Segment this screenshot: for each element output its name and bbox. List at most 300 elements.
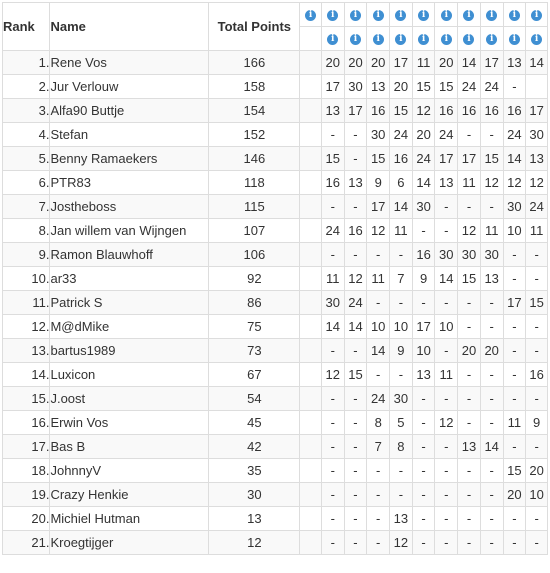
total-points: 152 — [209, 123, 300, 147]
total-points: 166 — [209, 51, 300, 75]
round-score: 15 — [480, 147, 503, 171]
round-score: 8 — [390, 435, 413, 459]
round-score: 11 — [526, 219, 548, 243]
round-score: - — [344, 339, 367, 363]
round-score: 24 — [458, 75, 481, 99]
total-points: 115 — [209, 195, 300, 219]
round-score: - — [458, 123, 481, 147]
round-score — [300, 219, 322, 243]
round-score: - — [480, 387, 503, 411]
rank-cell: 10. — [3, 267, 50, 291]
round-score: 12 — [526, 171, 548, 195]
round-score: - — [458, 507, 481, 531]
player-name: J.oost — [50, 387, 209, 411]
round-info-header — [458, 3, 481, 27]
table-row — [3, 507, 548, 531]
round-score: 17 — [412, 315, 435, 339]
round-score: 12 — [367, 219, 390, 243]
round-score: - — [435, 339, 458, 363]
round-score: 10 — [526, 483, 548, 507]
round-score: 17 — [390, 51, 413, 75]
info-icon[interactable]: i — [463, 34, 474, 45]
round-info-subheader — [390, 27, 413, 51]
round-score: - — [435, 507, 458, 531]
total-points: 73 — [209, 339, 300, 363]
round-score: 24 — [412, 147, 435, 171]
round-score: - — [412, 387, 435, 411]
table-row — [3, 411, 548, 435]
round-score: 15 — [458, 267, 481, 291]
round-score: - — [458, 387, 481, 411]
round-score: - — [412, 411, 435, 435]
round-score: 14 — [390, 195, 413, 219]
round-score: 16 — [321, 171, 344, 195]
round-score: 13 — [480, 267, 503, 291]
round-info-subheader — [412, 27, 435, 51]
round-score: 11 — [503, 411, 526, 435]
rank-cell: 1. — [3, 51, 50, 75]
round-info-header — [367, 3, 390, 27]
rank-cell: 2. — [3, 75, 50, 99]
round-score: 12 — [344, 267, 367, 291]
round-score: 30 — [480, 243, 503, 267]
round-info-header — [412, 3, 435, 27]
total-points: 45 — [209, 411, 300, 435]
round-score: - — [390, 243, 413, 267]
info-icon[interactable]: i — [441, 34, 452, 45]
round-score: 30 — [367, 123, 390, 147]
total-points: 42 — [209, 435, 300, 459]
round-score: - — [321, 123, 344, 147]
info-icon[interactable]: i — [486, 10, 497, 21]
round-info-subheader — [321, 27, 344, 51]
round-info-header — [300, 3, 322, 27]
round-score: 16 — [503, 99, 526, 123]
rank-cell: 16. — [3, 411, 50, 435]
rank-column-header[interactable]: Rank — [3, 3, 50, 51]
round-score: - — [526, 267, 548, 291]
round-score: - — [412, 531, 435, 555]
info-icon[interactable]: i — [463, 10, 474, 21]
round-score: 15 — [390, 99, 413, 123]
player-name: Alfa90 Buttje — [50, 99, 209, 123]
table-row — [3, 99, 548, 123]
info-icon[interactable]: i — [509, 34, 520, 45]
ranking-table — [2, 2, 548, 555]
total-points: 35 — [209, 459, 300, 483]
table-row — [3, 531, 548, 555]
round-score: - — [412, 219, 435, 243]
rank-cell: 14. — [3, 363, 50, 387]
round-score — [300, 435, 322, 459]
total-points: 30 — [209, 483, 300, 507]
round-info-subheader — [435, 27, 458, 51]
rank-cell: 11. — [3, 291, 50, 315]
round-score: 20 — [367, 51, 390, 75]
round-score: 17 — [344, 99, 367, 123]
round-score — [300, 339, 322, 363]
round-score — [526, 75, 548, 99]
info-icon[interactable]: i — [486, 34, 497, 45]
round-score: - — [526, 315, 548, 339]
table-header — [3, 3, 548, 51]
rank-cell: 9. — [3, 243, 50, 267]
round-score: - — [390, 483, 413, 507]
round-info-subheader — [526, 27, 548, 51]
total-points: 13 — [209, 507, 300, 531]
round-score: 16 — [344, 219, 367, 243]
player-name: Jan willem van Wijngen — [50, 219, 209, 243]
round-score: 11 — [367, 267, 390, 291]
round-score: 14 — [435, 267, 458, 291]
round-score: - — [367, 531, 390, 555]
round-score: 11 — [480, 219, 503, 243]
info-icon[interactable]: i — [350, 10, 361, 21]
round-score: - — [321, 411, 344, 435]
round-score: 9 — [526, 411, 548, 435]
round-score: - — [344, 147, 367, 171]
round-score: 16 — [526, 363, 548, 387]
rank-cell: 20. — [3, 507, 50, 531]
table-row — [3, 75, 548, 99]
player-name: Crazy Henkie — [50, 483, 209, 507]
player-name: Jostheboss — [50, 195, 209, 219]
rank-cell: 7. — [3, 195, 50, 219]
total-points: 92 — [209, 267, 300, 291]
round-score: - — [458, 459, 481, 483]
rank-cell: 21. — [3, 531, 50, 555]
player-name: Stefan — [50, 123, 209, 147]
round-score: - — [321, 195, 344, 219]
round-score: - — [344, 459, 367, 483]
rank-cell: 3. — [3, 99, 50, 123]
round-score: - — [435, 435, 458, 459]
round-score: - — [503, 315, 526, 339]
round-score: - — [367, 459, 390, 483]
round-info-header — [480, 3, 503, 27]
round-score: - — [321, 435, 344, 459]
round-score: 9 — [390, 339, 413, 363]
round-score: - — [480, 195, 503, 219]
round-score: 12 — [321, 363, 344, 387]
round-score: - — [412, 435, 435, 459]
round-score: 13 — [344, 171, 367, 195]
round-score — [300, 99, 322, 123]
round-score: 11 — [390, 219, 413, 243]
round-score: 24 — [390, 123, 413, 147]
total-points: 154 — [209, 99, 300, 123]
round-score: 24 — [367, 387, 390, 411]
round-score: - — [344, 435, 367, 459]
info-icon[interactable]: i — [418, 34, 429, 45]
rank-cell: 18. — [3, 459, 50, 483]
round-score: 17 — [526, 99, 548, 123]
rank-cell: 17. — [3, 435, 50, 459]
table-row — [3, 195, 548, 219]
round-score: - — [435, 195, 458, 219]
round-score: - — [390, 363, 413, 387]
round-score: - — [344, 483, 367, 507]
round-score: 30 — [390, 387, 413, 411]
round-score: - — [458, 195, 481, 219]
round-score: 7 — [390, 267, 413, 291]
rank-cell: 12. — [3, 315, 50, 339]
player-name: Bas B — [50, 435, 209, 459]
round-score: - — [503, 267, 526, 291]
round-info-header — [321, 3, 344, 27]
round-score: 9 — [367, 171, 390, 195]
round-score: - — [367, 483, 390, 507]
total-points: 146 — [209, 147, 300, 171]
round-score: 6 — [390, 171, 413, 195]
player-name: Luxicon — [50, 363, 209, 387]
round-score — [300, 531, 322, 555]
player-name: Kroegtijger — [50, 531, 209, 555]
round-score: - — [344, 507, 367, 531]
round-score: 20 — [390, 75, 413, 99]
round-score: 15 — [344, 363, 367, 387]
info-icon[interactable]: i — [509, 10, 520, 21]
round-score: 13 — [412, 363, 435, 387]
round-score: 20 — [503, 483, 526, 507]
rank-cell: 8. — [3, 219, 50, 243]
round-score: - — [458, 483, 481, 507]
round-score: 20 — [435, 51, 458, 75]
player-name: M@dMike — [50, 315, 209, 339]
round-score: 10 — [390, 315, 413, 339]
total-points: 67 — [209, 363, 300, 387]
player-name: bartus1989 — [50, 339, 209, 363]
round-score: - — [526, 243, 548, 267]
round-score: - — [412, 459, 435, 483]
round-info-subheader — [458, 27, 481, 51]
round-info-subheader — [480, 27, 503, 51]
round-score: 9 — [412, 267, 435, 291]
round-score: 15 — [526, 291, 548, 315]
round-score: - — [480, 459, 503, 483]
table-row — [3, 387, 548, 411]
total-points: 54 — [209, 387, 300, 411]
player-name: Benny Ramaekers — [50, 147, 209, 171]
round-score: 16 — [480, 99, 503, 123]
name-column-header[interactable]: Name — [50, 3, 209, 51]
round-score: - — [321, 483, 344, 507]
info-icon[interactable]: i — [418, 10, 429, 21]
round-score: 20 — [480, 339, 503, 363]
info-icon[interactable]: i — [373, 10, 384, 21]
info-icon[interactable]: i — [531, 10, 542, 21]
round-score: 30 — [435, 243, 458, 267]
round-score: - — [390, 459, 413, 483]
round-score — [300, 363, 322, 387]
round-info-subheader — [300, 27, 322, 51]
round-score: 12 — [390, 531, 413, 555]
round-score: - — [367, 291, 390, 315]
round-score — [300, 483, 322, 507]
round-score — [300, 147, 322, 171]
round-score: - — [390, 291, 413, 315]
round-score: - — [435, 459, 458, 483]
table-row — [3, 483, 548, 507]
round-score: 17 — [480, 51, 503, 75]
round-score: 10 — [367, 315, 390, 339]
round-score: - — [435, 531, 458, 555]
info-icon[interactable]: i — [327, 34, 338, 45]
round-score: 14 — [480, 435, 503, 459]
round-score — [300, 411, 322, 435]
round-score: - — [503, 507, 526, 531]
info-icon[interactable]: i — [395, 10, 406, 21]
round-score: - — [503, 435, 526, 459]
table-row — [3, 339, 548, 363]
round-score: 12 — [503, 171, 526, 195]
info-icon[interactable]: i — [441, 10, 452, 21]
round-score: 13 — [390, 507, 413, 531]
round-score: 20 — [321, 51, 344, 75]
round-score: - — [480, 531, 503, 555]
total-points: 107 — [209, 219, 300, 243]
table-row — [3, 243, 548, 267]
round-score: 14 — [503, 147, 526, 171]
round-score: - — [344, 195, 367, 219]
round-score — [300, 315, 322, 339]
round-score: 15 — [321, 147, 344, 171]
player-name: Ramon Blauwhoff — [50, 243, 209, 267]
round-info-header — [526, 3, 548, 27]
info-icon[interactable]: i — [350, 34, 361, 45]
round-score: - — [321, 243, 344, 267]
table-row — [3, 267, 548, 291]
round-score: - — [435, 219, 458, 243]
player-name: Erwin Vos — [50, 411, 209, 435]
table-row — [3, 363, 548, 387]
round-score: - — [503, 387, 526, 411]
player-name: Jur Verlouw — [50, 75, 209, 99]
round-score: 24 — [321, 219, 344, 243]
total-points: 75 — [209, 315, 300, 339]
round-score: - — [344, 531, 367, 555]
round-score: - — [503, 531, 526, 555]
round-score: 15 — [503, 459, 526, 483]
round-score: - — [526, 387, 548, 411]
info-icon[interactable]: i — [327, 10, 338, 21]
round-score: 13 — [367, 75, 390, 99]
round-info-header — [390, 3, 413, 27]
round-score: - — [435, 483, 458, 507]
round-info-header — [344, 3, 367, 27]
round-score: 11 — [321, 267, 344, 291]
info-icon[interactable]: i — [373, 34, 384, 45]
round-score: - — [321, 459, 344, 483]
total-points-column-header[interactable]: Total Points — [209, 3, 300, 51]
total-points: 158 — [209, 75, 300, 99]
info-icon[interactable]: i — [395, 34, 406, 45]
round-score: - — [367, 507, 390, 531]
round-score: 24 — [503, 123, 526, 147]
rank-cell: 6. — [3, 171, 50, 195]
round-score: - — [458, 315, 481, 339]
table-row — [3, 123, 548, 147]
round-score: 16 — [435, 99, 458, 123]
table-row — [3, 51, 548, 75]
player-name: Patrick S — [50, 291, 209, 315]
round-score: - — [321, 339, 344, 363]
round-score: 20 — [344, 51, 367, 75]
round-score: 5 — [390, 411, 413, 435]
table-row — [3, 459, 548, 483]
round-score: 14 — [367, 339, 390, 363]
player-name: Michiel Hutman — [50, 507, 209, 531]
player-name: ar33 — [50, 267, 209, 291]
round-score: 24 — [344, 291, 367, 315]
rank-cell: 15. — [3, 387, 50, 411]
player-name: JohnnyV — [50, 459, 209, 483]
round-score: - — [458, 531, 481, 555]
round-score — [300, 243, 322, 267]
round-score: 8 — [367, 411, 390, 435]
round-score: 13 — [321, 99, 344, 123]
rank-cell: 19. — [3, 483, 50, 507]
rank-cell: 5. — [3, 147, 50, 171]
round-score: - — [480, 411, 503, 435]
round-score: 13 — [458, 435, 481, 459]
round-score: 20 — [412, 123, 435, 147]
round-score: 30 — [344, 75, 367, 99]
round-score: - — [367, 243, 390, 267]
round-score: 24 — [435, 123, 458, 147]
round-score — [300, 291, 322, 315]
round-score: 15 — [367, 147, 390, 171]
round-score: 30 — [458, 243, 481, 267]
round-score: 16 — [458, 99, 481, 123]
round-score: - — [480, 123, 503, 147]
round-score: 11 — [412, 51, 435, 75]
round-score: - — [344, 243, 367, 267]
round-score: - — [480, 291, 503, 315]
round-score — [300, 75, 322, 99]
round-score: - — [367, 363, 390, 387]
round-score: 17 — [435, 147, 458, 171]
round-score: 30 — [412, 195, 435, 219]
round-score: 14 — [412, 171, 435, 195]
round-score: 30 — [503, 195, 526, 219]
table-row — [3, 291, 548, 315]
round-score: 11 — [458, 171, 481, 195]
total-points: 12 — [209, 531, 300, 555]
round-score — [300, 387, 322, 411]
round-score: 17 — [503, 291, 526, 315]
round-score: 17 — [458, 147, 481, 171]
round-score: - — [435, 387, 458, 411]
round-info-header — [435, 3, 458, 27]
round-score: 10 — [412, 339, 435, 363]
round-info-subheader — [367, 27, 390, 51]
round-score: - — [435, 291, 458, 315]
player-name: Rene Vos — [50, 51, 209, 75]
round-score: - — [344, 411, 367, 435]
round-score: 12 — [458, 219, 481, 243]
round-score — [300, 195, 322, 219]
round-info-subheader — [503, 27, 526, 51]
round-score: 13 — [435, 171, 458, 195]
info-icon[interactable]: i — [305, 10, 316, 21]
round-score: 13 — [503, 51, 526, 75]
ranking-rows — [3, 51, 548, 555]
round-score: - — [526, 339, 548, 363]
round-score: - — [321, 507, 344, 531]
round-score: - — [480, 363, 503, 387]
info-icon[interactable]: i — [531, 34, 542, 45]
